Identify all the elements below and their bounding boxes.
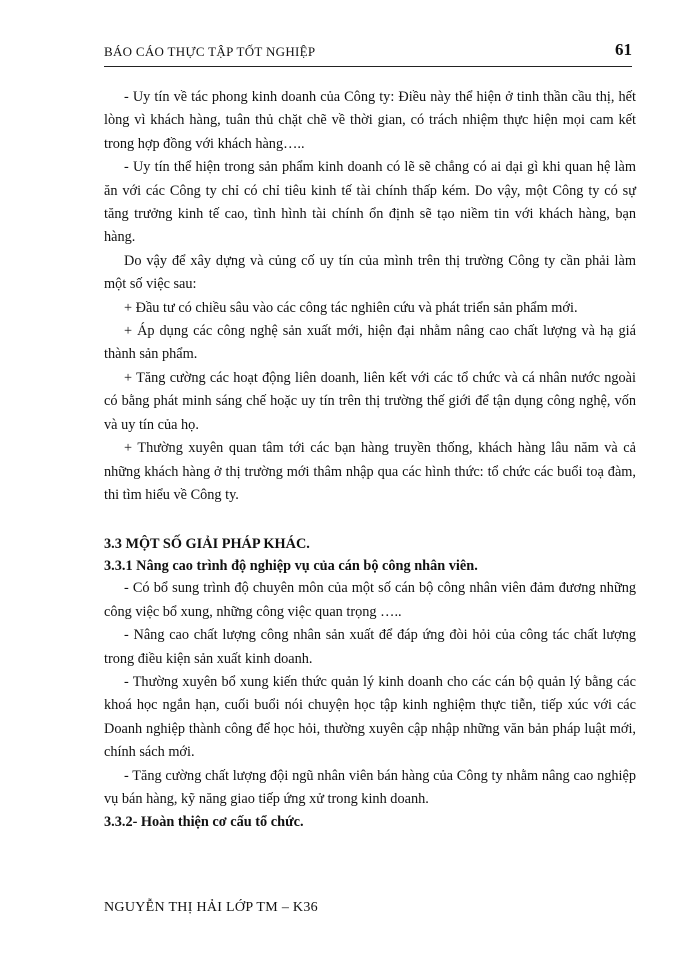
header-rule: [104, 66, 632, 67]
bullet-item: + Tăng cường các hoạt động liên doanh, liên kết với các tổ chức và cá nhân nước ngoài có bằng phát minh sáng chế hoặc uy tín trên thị trường thế giới để tận dụng công nghệ, vốn và uy tín của họ.: [104, 369, 636, 433]
subsection-heading: 3.3.1 Nâng cao trình độ nghiệp vụ của cán bộ công nhân viên.: [104, 558, 478, 575]
paragraph: - Có bổ sung trình độ chuyên môn của một số cán bộ công nhân viên đảm đương những công việc bổ xung, những công việc quan trọng …..: [104, 580, 636, 620]
page-header: [104, 38, 632, 68]
paragraph: - Thường xuyên bổ xung kiến thức quản lý kinh doanh cho các cán bộ quản lý bằng các khoá học ngắn hạn, cuối buổi nói chuyện học tập kinh nghiệm thực tiễn, tiếp xúc với các Doanh nghiệp thành công để học hỏi, thường xuyên cập nhập những văn bản pháp luật mới, chính sách mới.: [104, 673, 636, 761]
page-number: 61: [615, 40, 632, 59]
paragraph: - Nâng cao chất lượng công nhân sản xuất để đáp ứng đòi hỏi của công tác chất lượng trong điều kiện sản xuất kinh doanh.: [104, 627, 636, 667]
bullet-item: + Thường xuyên quan tâm tới các bạn hàng truyền thống, khách hàng lâu năm và cả những khách hàng ở thị trường mới thâm nhập qua các hình thức: tổ chức các buổi toạ đàm, thi tìm hiểu về Công ty.: [104, 440, 636, 503]
report-title: BÁO CÁO THỰC TẬP TỐT NGHIỆP: [104, 44, 316, 59]
paragraph: - Uy tín về tác phong kinh doanh của Công ty: Điều này thể hiện ở tinh thần cầu thị, hết lòng vì khách hàng, tuân thủ chặt chẽ về thời gian, có trách nhiệm thực hiện mọi cam kết trong hợp đồng với khách hàng…..: [104, 89, 636, 152]
bullet-item: + Áp dụng các công nghệ sản xuất mới, hiện đại nhằm nâng cao chất lượng và hạ giá thành sản phẩm.: [104, 323, 636, 363]
paragraph: - Uy tín thể hiện trong sản phẩm kinh doanh có lẽ sẽ chẳng có ai dại gì khi quan hệ làm ăn với các Công ty chỉ có chỉ tiêu kinh tế tài chính thấp kém. Do vậy, một Công ty có sự tăng trưởng kinh tế cao, tình hình tài chính ổn định sẽ tạo niềm tin với khách hàng, bạn hàng.: [104, 159, 636, 246]
page-body: [104, 86, 636, 833]
subsection-heading: 3.3.2- Hoàn thiện cơ cấu tổ chức.: [104, 814, 304, 831]
bullet-item: + Đầu tư có chiều sâu vào các công tác nghiên cứu và phát triển sản phẩm mới.: [124, 299, 578, 316]
section-heading: 3.3 MỘT SỐ GIẢI PHÁP KHÁC.: [104, 536, 310, 553]
page-footer: NGUYỄN THỊ HẢI LỚP TM – K36: [104, 900, 318, 915]
paragraph: Do vậy để xây dựng và củng cố uy tín của mình trên thị trường Công ty cần phải làm một số việc sau:: [104, 252, 636, 293]
paragraph: - Tăng cường chất lượng đội ngũ nhân viên bán hàng của Công ty nhằm nâng cao nghiệp vụ bán hàng, kỹ năng giao tiếp ứng xử trong kinh doanh.: [104, 767, 636, 807]
